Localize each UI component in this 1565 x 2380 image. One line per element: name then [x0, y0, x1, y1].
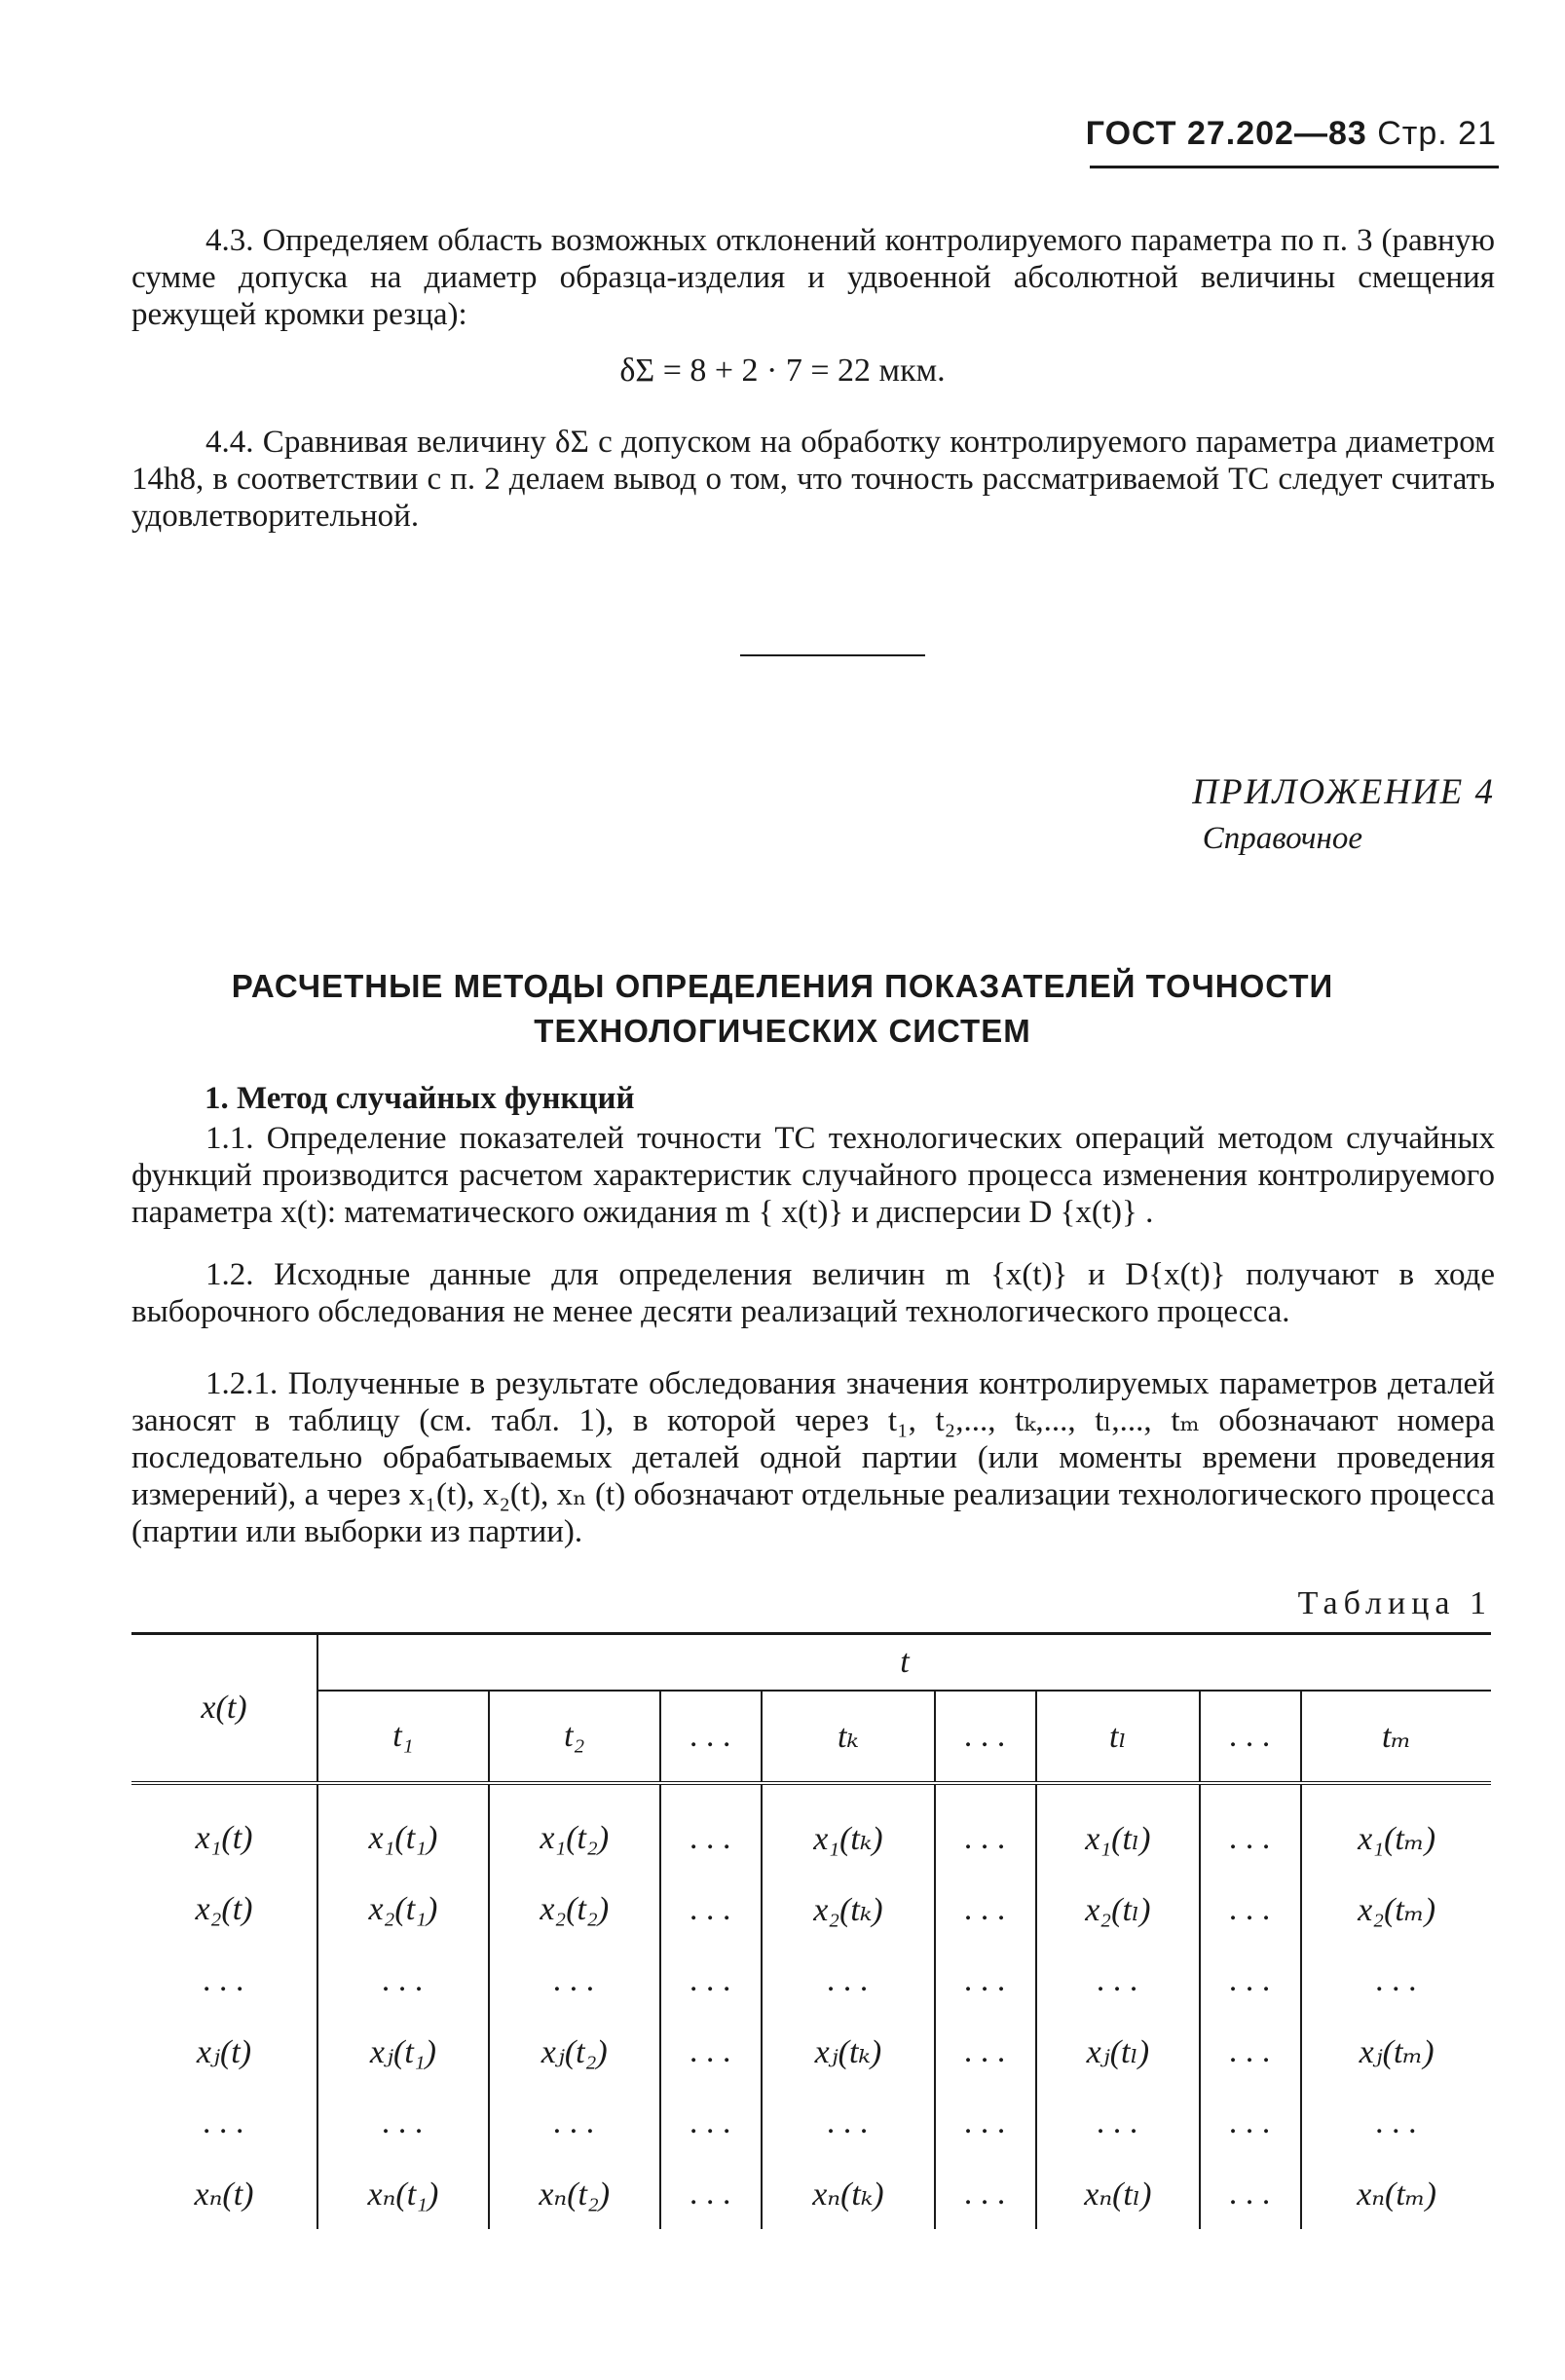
appendix-label: ПРИЛОЖЕНИЕ 4 — [1192, 772, 1495, 812]
table-cell: . . . — [660, 1874, 763, 1945]
paragraph-1-1: 1.1. Определение показателей точности ТС технологических операций методом случайных функций производится расчетом характеристик случайного процесса изменения контролируемого параметра x(t): математического ожидания m { x(t)} и дисперсии D {x(t)} . — [131, 1121, 1495, 1230]
table-cell: . . . — [382, 2103, 425, 2140]
table-cell: . . . — [489, 2087, 660, 2158]
table-cell: x₂(tₘ) — [1301, 1874, 1491, 1945]
corner-header: x(t) — [131, 1634, 317, 1784]
title-line-2: ТЕХНОЛОГИЧЕСКИХ СИСТЕМ — [534, 1013, 1031, 1049]
column-header: . . . — [935, 1691, 1037, 1783]
table-cell: xⱼ(tₖ) — [762, 2016, 934, 2087]
table-row — [131, 2016, 1491, 2087]
page-header — [1086, 115, 1497, 153]
row-header: xⱼ(t) — [131, 2016, 317, 2087]
table-cell: x₂(t₁) — [368, 1890, 438, 1927]
column-header: t₂ — [489, 1691, 660, 1783]
table-cell: . . . — [1301, 1945, 1491, 2016]
paragraph-1-2-1: 1.2.1. Полученные в результате обследования значения контролируемых параметров деталей заносят в таблицу (см. табл. 1), в которой через t₁, t₂,..., tₖ,..., tₗ,..., tₘ обозначают номера последовательно обрабатываемых деталей одной партии (или моменты времени проведения измерений), а через x₁(t), x₂(t), xₙ (t) обозначают отдельные реализации технологического процесса (партии или выборки из партии). — [131, 1366, 1495, 1549]
table-cell: . . . — [1200, 2158, 1302, 2229]
document-title — [0, 964, 1565, 1054]
table-row — [131, 1874, 1491, 1945]
column-header: tₘ — [1301, 1691, 1491, 1783]
table-cell: x₁(t₂) — [489, 1783, 660, 1874]
table-cell: xₙ(t₂) — [489, 2158, 660, 2229]
formula: δΣ = 8 + 2 · 7 = 22 мкм. — [619, 353, 946, 389]
table-cell: . . . — [660, 2087, 763, 2158]
table-cell: xₙ(tₗ) — [1036, 2158, 1199, 2229]
paragraph-1-2: 1.2. Исходные данные для определения величин m {x(t)} и D{x(t)} получают в ходе выборочного обследования не менее десяти реализаций технологического процесса. — [131, 1257, 1495, 1329]
table-cell: . . . — [762, 2087, 934, 2158]
table-cell: . . . — [935, 1783, 1037, 1874]
table-cell: x₂(t₂) — [489, 1874, 660, 1945]
table-caption: Таблица 1 — [1297, 1585, 1492, 1621]
table-cell: xⱼ(t₂) — [489, 2016, 660, 2087]
paragraph-4-4: 4.4. Сравнивая величину δΣ с допуском на обработку контролируемого параметра диаметром 14h8, в соответствии с п. 2 делаем вывод о том, что точность рассматриваемой ТС следует считать удовлетворительной. — [131, 425, 1495, 534]
table-cell: . . . — [489, 1945, 660, 2016]
column-header: tₖ — [762, 1691, 934, 1783]
table-cell: . . . — [660, 1945, 763, 2016]
table-cell: . . . — [1200, 2087, 1302, 2158]
table-cell: . . . — [382, 1961, 425, 1998]
standard-number: ГОСТ 27.202—83 — [1085, 115, 1367, 152]
table-cell: x₂(tₖ) — [762, 1874, 934, 1945]
table-cell: . . . — [935, 2016, 1037, 2087]
column-header: t₁ — [317, 1691, 489, 1783]
row-header: . . . — [131, 1945, 317, 2016]
header-rule — [1090, 166, 1499, 168]
table-cell: xₙ(tₘ) — [1301, 2158, 1491, 2229]
table-cell: . . . — [660, 2016, 763, 2087]
table-cell: . . . — [762, 1945, 934, 2016]
table-cell: . . . — [1036, 1945, 1199, 2016]
table-cell: . . . — [935, 1945, 1037, 2016]
table-cell: xₙ(t₁) — [367, 2175, 439, 2213]
table-row — [131, 2087, 1491, 2158]
table-cell: xₙ(tₖ) — [762, 2158, 934, 2229]
table-cell: x₁(tₖ) — [762, 1783, 934, 1874]
table-cell: . . . — [1200, 1783, 1302, 1874]
column-header: . . . — [1200, 1691, 1302, 1783]
table-cell: . . . — [1301, 2087, 1491, 2158]
table-cell: x₁(tₘ) — [1301, 1783, 1491, 1874]
table-cell: . . . — [935, 1874, 1037, 1945]
table-cell: . . . — [1200, 2016, 1302, 2087]
table-row — [131, 1945, 1491, 2016]
table-cell: xⱼ(t₁) — [369, 2033, 436, 2070]
table-cell: . . . — [935, 2158, 1037, 2229]
column-header: . . . — [660, 1691, 763, 1783]
table-cell: . . . — [1200, 1945, 1302, 2016]
section-heading: 1. Метод случайных функций — [205, 1081, 635, 1116]
table-cell: . . . — [935, 2087, 1037, 2158]
column-header: tₗ — [1036, 1691, 1199, 1783]
title-line-1: РАСЧЕТНЫЕ МЕТОДЫ ОПРЕДЕЛЕНИЯ ПОКАЗАТЕЛЕЙ ТОЧНОСТИ — [231, 968, 1334, 1004]
appendix-type: Справочное — [1202, 821, 1362, 856]
group-header: t — [317, 1634, 1491, 1692]
table-cell: x₁(t₁) — [368, 1819, 438, 1856]
table-cell: . . . — [1200, 1874, 1302, 1945]
table-cell: xⱼ(tₘ) — [1301, 2016, 1491, 2087]
separator-rule — [740, 654, 925, 656]
row-header: xₙ(t) — [131, 2158, 317, 2229]
table-cell: . . . — [660, 2158, 763, 2229]
table-cell: . . . — [1036, 2087, 1199, 2158]
table-cell: x₁(tₗ) — [1036, 1783, 1199, 1874]
table-cell: . . . — [660, 1783, 763, 1874]
page-number: Стр. 21 — [1377, 115, 1497, 152]
paragraph-4-3: 4.3. Определяем область возможных отклонений контролируемого параметра по п. 3 (равную сумме допуска на диаметр образца-изделия и удвоенной абсолютной величины смещения режущей кромки резца): — [131, 223, 1495, 332]
data-table — [131, 1632, 1491, 2229]
table-row — [131, 2158, 1491, 2229]
row-header: x₂(t) — [131, 1874, 317, 1945]
row-header: x₁(t) — [131, 1783, 317, 1874]
table-cell: x₂(tₗ) — [1036, 1874, 1199, 1945]
table-row — [131, 1783, 1491, 1874]
table-cell: xⱼ(tₗ) — [1036, 2016, 1199, 2087]
row-header: . . . — [131, 2087, 317, 2158]
